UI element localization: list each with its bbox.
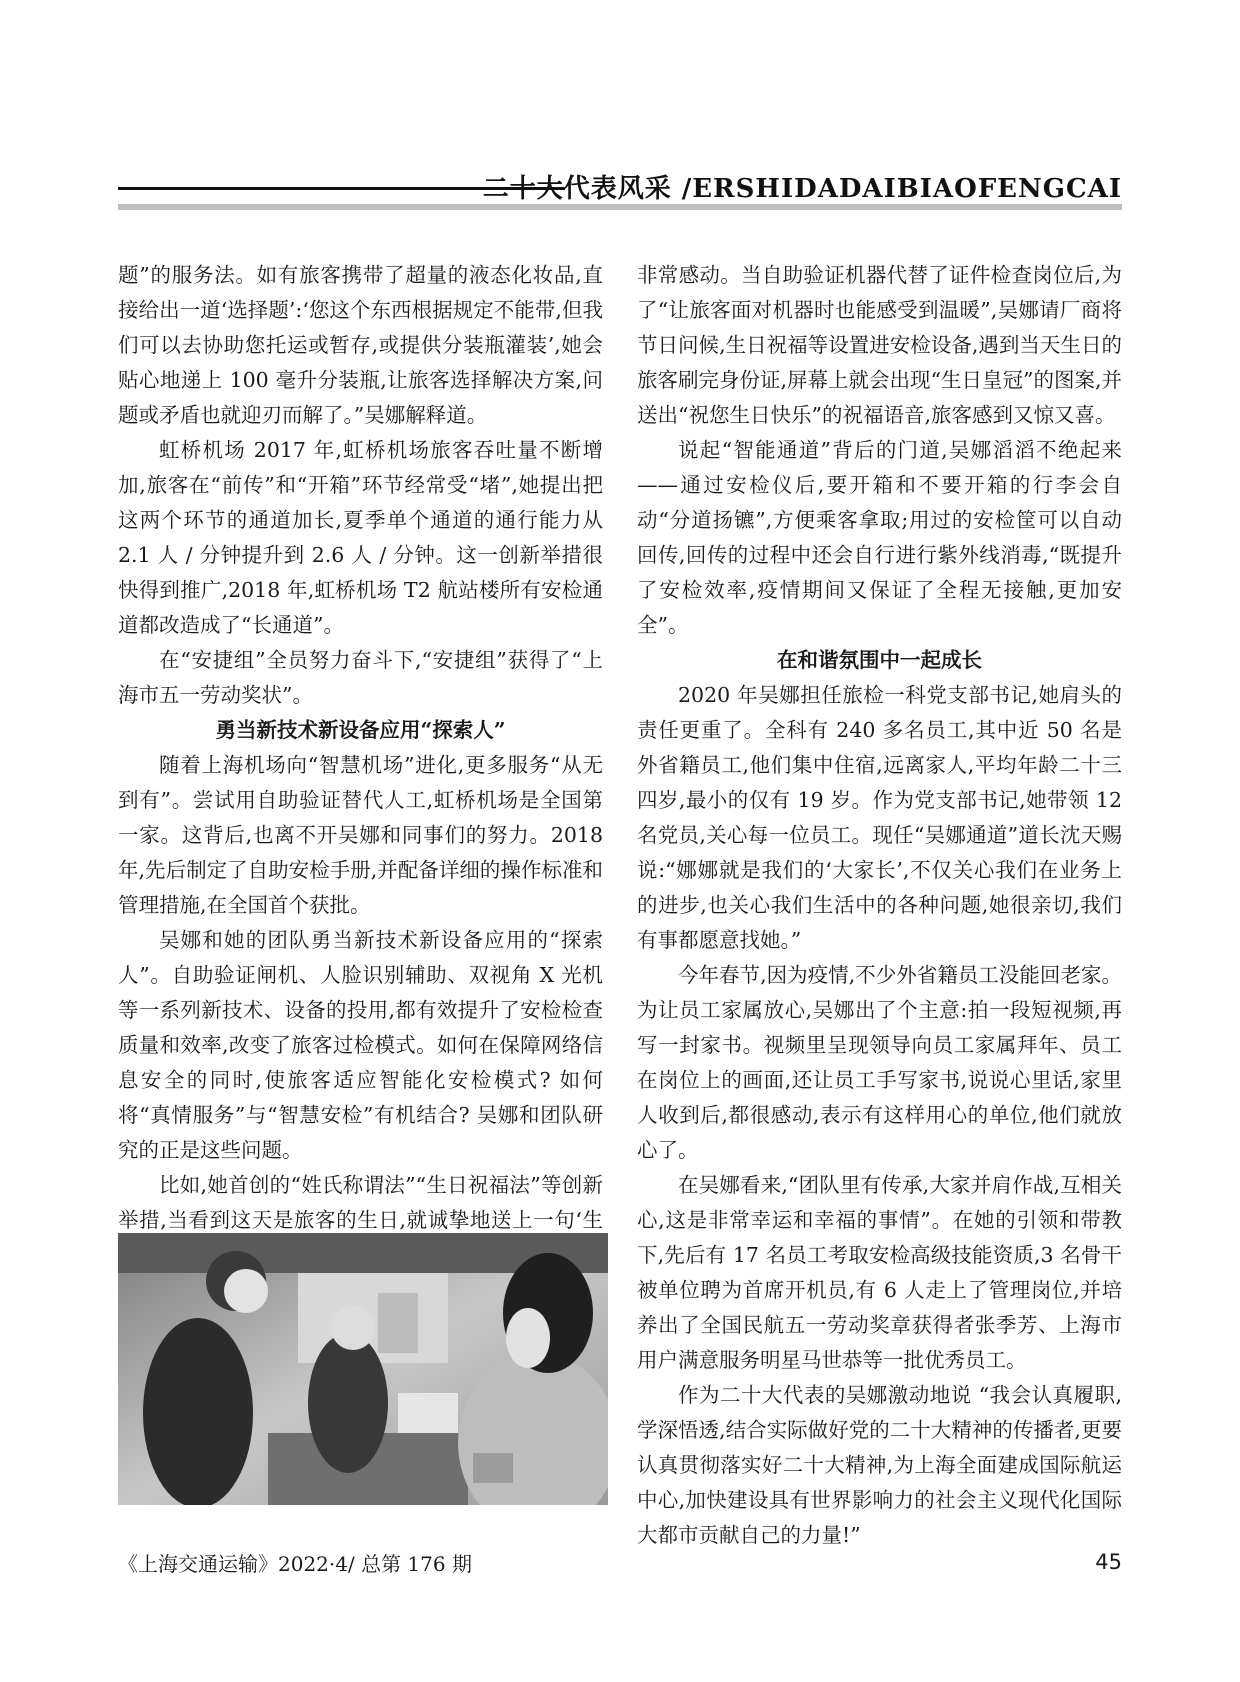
paragraph: 在吴娜看来,“团队里有传承,大家并肩作战,互相关心,这是非常幸运和幸福的事情”。在她的引领和带教下,先后有 17 名员工考取安检高级技能资质,3 名骨干被单位聘为首席开机员,有 6 人走上了管理岗位,并培养出了全国民航五一劳动奖章获得者张季芳、上海市用户满意服务明星马世恭等一批优秀员工。	[637, 1173, 1122, 1372]
paragraph: 在“安捷组”全员努力奋斗下,“安捷组”获得了“上海市五一劳动奖状”。	[118, 648, 603, 707]
paragraph: 随着上海机场向“智慧机场”进化,更多服务“从无到有”。尝试用自助验证替代人工,虹桥机场是全国第一家。这背后,也离不开吴娜和同事们的努力。2018 年,先后制定了自助安检手册,并配备详细的操作标准和管理措施,在全国首个获批。	[118, 753, 603, 917]
page-number: 45	[1095, 1550, 1122, 1574]
paragraph: 今年春节,因为疫情,不少外省籍员工没能回老家。为让员工家属放心,吴娜出了个主意:拍一段短视频,再写一封家书。视频里呈现领导向员工家属拜年、员工在岗位上的画面,还让员工手写家书,说说心里话,家里人收到后,都很感动,表示有这样用心的单位,他们就放心了。	[637, 963, 1122, 1162]
paragraph: 作为二十大代表的吴娜激动地说 “我会认真履职,学深悟透,结合实际做好党的二十大精神的传播者,更要认真贯彻落实好二十大精神,为上海全面建成国际航运中心,加快建设具有世界影响力的社会主义现代化国际大都市贡献自己的力量!”	[637, 1383, 1122, 1547]
security-check-photo	[118, 1233, 608, 1505]
paragraph: 2020 年吴娜担任旅检一科党支部书记,她肩头的责任更重了。全科有 240 多名员工,其中近 50 名是外省籍员工,他们集中住宿,远离家人,平均年龄二十三四岁,最小的仅有 19 岁。作为党支部书记,她带领 12 名党员,关心每一位员工。现任“吴娜通道”道长沈天赐说:“娜娜就是我们的‘大家长’,不仅关心我们在业务上的进步,也关心我们生活中的各种问题,她很亲切,我们有事都愿意找她。”	[637, 683, 1122, 952]
paragraph: 非常感动。当自助验证机器代替了证件检查岗位后,为了“让旅客面对机器时也能感受到温暖”,吴娜请厂商将节日问候,生日祝福等设置进安检设备,遇到当天生日的旅客刷完身份证,屏幕上就会出现“生日皇冠”的图案,并送出“祝您生日快乐”的祝福语音,旅客感到又惊又喜。	[637, 263, 1122, 427]
section-heading: 勇当新技术新设备应用“探索人”	[215, 718, 506, 742]
paragraph: 题”的服务法。如有旅客携带了超量的液态化妆品,直接给出一道‘选择题’:‘您这个东西根据规定不能带,但我们可以去协助您托运或暂存,或提供分装瓶灌装’,她会贴心地递上 100 毫升分装瓶,让旅客选择解决方案,问题或矛盾也就迎刃而解了。”吴娜解释道。	[118, 263, 603, 427]
section-title: 二十大代表风采 /ERSHIDADAIBIAOFENGCAI	[482, 174, 1122, 204]
left-column	[118, 258, 603, 1273]
right-column	[637, 258, 1122, 1553]
header-sub-rule	[118, 204, 1122, 210]
section-heading: 在和谐氛围中一起成长	[777, 648, 982, 672]
paragraph: 虹桥机场 2017 年,虹桥机场旅客吞吐量不断增加,旅客在“前传”和“开箱”环节经常受“堵”,她提出把这两个环节的通道加长,夏季单个通道的通行能力从 2.1 人 / 分钟提升到 2.6 人 / 分钟。这一创新举措很快得到推广,2018 年,虹桥机场 T2 航站楼所有安检通道都改造成了“长通道”。	[118, 438, 603, 637]
journal-citation: 《上海交通运输》2022·4/ 总第 176 期	[118, 1552, 472, 1576]
paragraph: 比如,她首创的“姓氏称谓法”“生日祝福法”等创新举措,当看到这天是旅客的生日,就诚挚地送上一句‘生	[118, 1173, 603, 1232]
paragraph: 吴娜和她的团队勇当新技术新设备应用的“探索人”。自助验证闸机、人脸识别辅助、双视角 X 光机等一系列新技术、设备的投用,都有效提升了安检检查质量和效率,改变了旅客过检模式。如何在保障网络信息安全的同时,使旅客适应智能化安检模式? 如何将“真情服务”与“智慧安检”有机结合? 吴娜和团队研究的正是这些问题。	[118, 928, 603, 1162]
paragraph: 说起“智能通道”背后的门道,吴娜滔滔不绝起来——通过安检仪后,要开箱和不要开箱的行李会自动“分道扬镳”,方便乘客拿取;用过的安检筐可以自动回传,回传的过程中还会自行进行紫外线消毒,“既提升了安检效率,疫情期间又保证了全程无接触,更加安全”。	[637, 438, 1122, 637]
